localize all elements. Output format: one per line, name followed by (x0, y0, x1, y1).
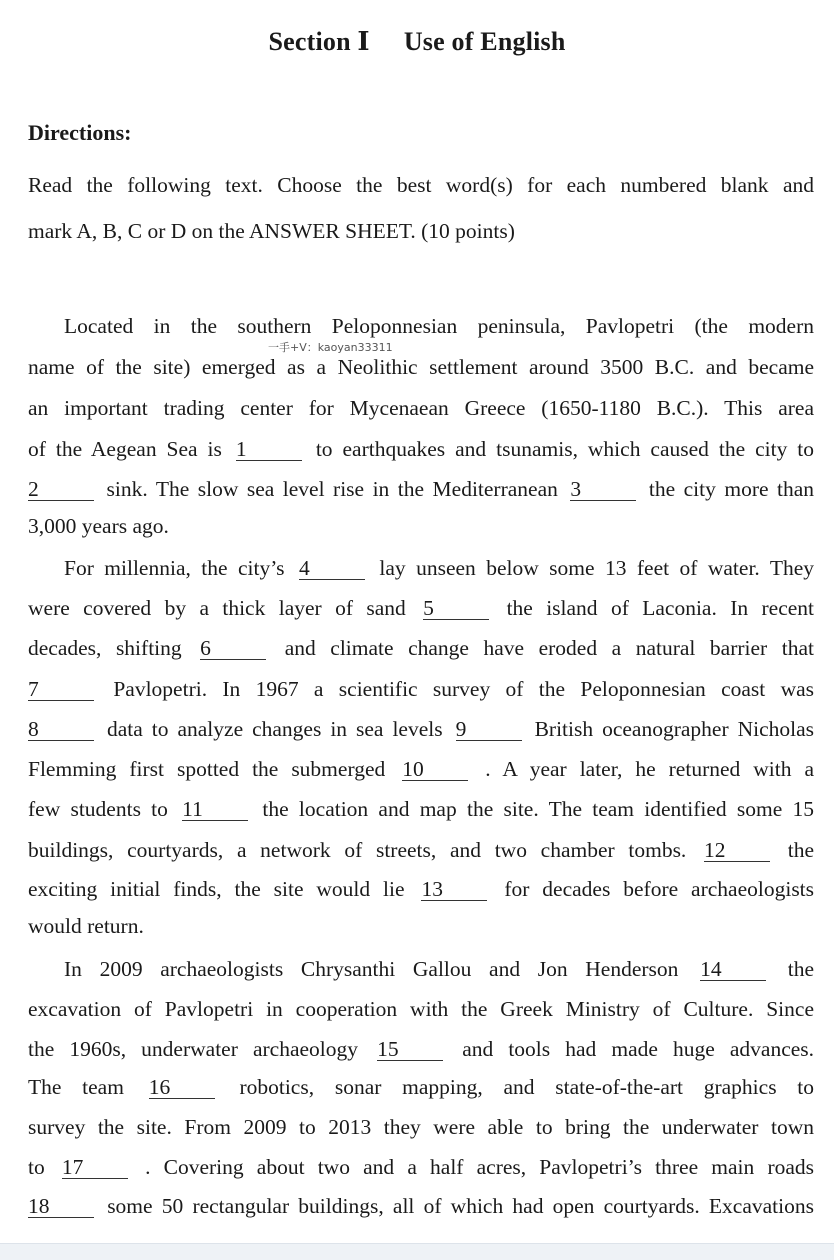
passage-line (28, 634, 814, 662)
passage-line (28, 594, 814, 622)
text-segment: lay unseen below some 13 feet of water. They (379, 556, 815, 580)
text-segment: . Covering about two and a half acres, Pavlopetri’s three main roads (145, 1155, 815, 1179)
passage-line (28, 795, 814, 823)
text-segment: the island of Laconia. In recent (506, 596, 815, 620)
passage-line: excavation of Pavlopetri in cooperation with the Greek Ministry of Culture. Since (28, 997, 814, 1021)
text-segment: Flemming first spotted the submerged (28, 757, 386, 781)
passage-line: name of the site) emerged as a Neolithic settlement around 3500 B.C. and became (28, 355, 814, 379)
text-segment: and climate change have eroded a natural barrier that (284, 636, 814, 660)
text-segment: for decades before archaeologists (504, 877, 815, 901)
passage-line (28, 1192, 814, 1220)
text-segment: robotics, sonar mapping, and state-of-the-art graphics to (239, 1075, 815, 1099)
text-segment: were covered by a thick layer of sand (28, 596, 406, 620)
blank-2: 2 (28, 478, 94, 501)
text-segment: decades, shifting (28, 636, 182, 660)
passage-line: would return. (28, 914, 144, 938)
watermark-text: 一手+V：kaoyan33311 (268, 341, 393, 354)
text-segment: of the Aegean Sea is (28, 437, 222, 461)
blank-1: 1 (236, 438, 302, 461)
blank-8: 8 (28, 718, 94, 741)
passage-line (28, 1073, 814, 1101)
text-segment: For millennia, the city’s (64, 556, 285, 580)
blank-14: 14 (700, 958, 766, 981)
passage-line (28, 836, 814, 864)
blank-13: 13 (421, 878, 487, 901)
blank-9: 9 (456, 718, 522, 741)
section-name: Use of English (403, 27, 566, 56)
blank-5: 5 (423, 597, 489, 620)
page-title (0, 27, 834, 57)
text-segment: exciting initial finds, the site would lie (28, 877, 405, 901)
passage-line: Located in the southern Peloponnesian peninsula, Pavlopetri (the modern (64, 314, 814, 338)
blank-16: 16 (149, 1076, 215, 1099)
text-segment: the 1960s, underwater archaeology (28, 1037, 359, 1061)
text-segment: some 50 rectangular buildings, all of which had open courtyards. Excavations (107, 1194, 814, 1218)
text-segment: few students to (28, 797, 168, 821)
directions-line: Read the following text. Choose the best word(s) for each numbered blank and (28, 173, 814, 197)
text-segment: and tools had made huge advances. (462, 1037, 815, 1061)
passage-line: an important trading center for Mycenaean Greece (1650-1180 B.C.). This area (28, 396, 814, 420)
blank-18: 18 (28, 1195, 94, 1218)
text-segment: data to analyze changes in sea levels (106, 717, 443, 741)
passage-line (28, 715, 814, 743)
text-segment: British oceanographer Nicholas (534, 717, 815, 741)
text-segment: . A year later, he returned with a (485, 757, 815, 781)
blank-6: 6 (200, 637, 266, 660)
text-segment: the city more than (648, 477, 815, 501)
passage-line (28, 755, 814, 783)
blank-11: 11 (182, 798, 248, 821)
passage-line (28, 435, 814, 463)
text-segment: the location and map the site. The team identified some 15 (262, 797, 815, 821)
blank-17: 17 (62, 1156, 128, 1179)
viewer-bottom-bar (0, 1243, 834, 1260)
blank-7: 7 (28, 678, 94, 701)
text-segment: In 2009 archaeologists Chrysanthi Gallou and Jon Henderson (64, 957, 679, 981)
passage-line (64, 955, 814, 983)
section-label: Section Ⅰ (268, 27, 370, 56)
blank-15: 15 (377, 1038, 443, 1061)
text-segment: buildings, courtyards, a network of streets, and two chamber tombs. (28, 838, 687, 862)
text-segment: the (787, 957, 814, 981)
text-segment: to (28, 1155, 45, 1179)
blank-10: 10 (402, 758, 468, 781)
passage-line (28, 475, 814, 503)
passage-line (28, 1035, 814, 1063)
passage-line: survey the site. From 2009 to 2013 they were able to bring the underwater town (28, 1115, 814, 1139)
directions-line: mark A, B, C or D on the ANSWER SHEET. (10 points) (28, 219, 515, 243)
passage-line: 3,000 years ago. (28, 514, 169, 538)
passage-line (28, 875, 814, 903)
passage-line (28, 675, 814, 703)
blank-12: 12 (704, 839, 770, 862)
passage-line (28, 1153, 814, 1181)
text-segment: the (787, 838, 814, 862)
text-segment: The team (28, 1075, 124, 1099)
directions-heading: Directions: (28, 120, 132, 145)
text-segment: sink. The slow sea level rise in the Mediterranean (106, 477, 558, 501)
text-segment: to earthquakes and tsunamis, which caused the city to (315, 437, 815, 461)
blank-3: 3 (570, 478, 636, 501)
text-segment: Pavlopetri. In 1967 a scientific survey of the Peloponnesian coast was (113, 677, 815, 701)
passage-line (64, 554, 814, 582)
blank-4: 4 (299, 557, 365, 580)
